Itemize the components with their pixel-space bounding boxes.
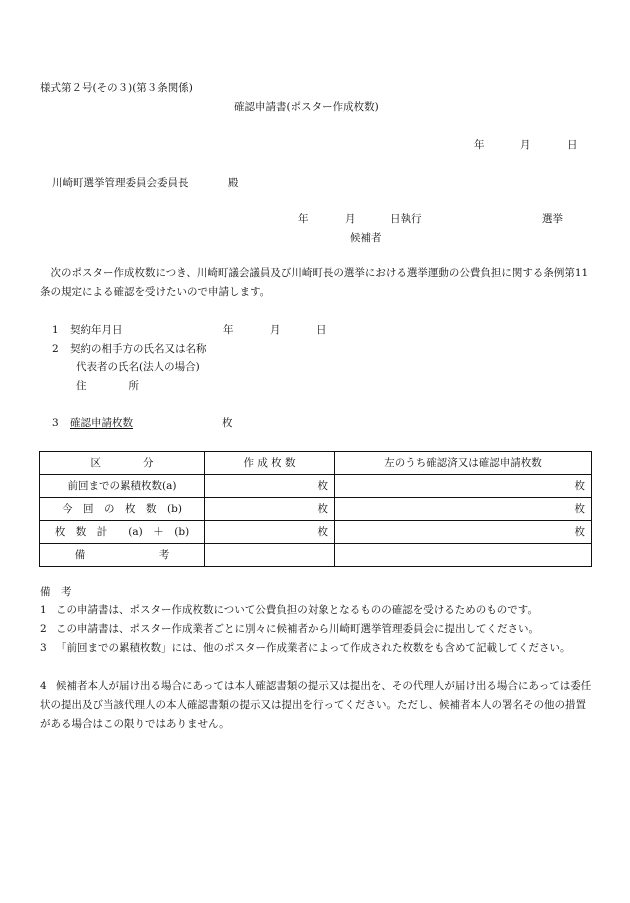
form-number: 様式第２号(その３)(第３条関係) xyxy=(40,82,193,94)
row-label: 枚 数 計 (a) ＋ (b) xyxy=(40,521,205,544)
note-1-text: この申請書は、ポスター作成枚数について公費負担の対象となるものの確認を受けるためのものです。 xyxy=(56,604,538,616)
note-3-number: 3 xyxy=(40,642,47,654)
contract-year-label: 年 xyxy=(223,324,234,336)
table-row xyxy=(40,544,592,567)
requested-count-field xyxy=(70,418,232,429)
contractor-name-label: 契約の相手方の氏名又は名称 xyxy=(70,343,207,355)
date-month-label: 月 xyxy=(520,139,531,151)
note-1-number: 1 xyxy=(40,604,47,616)
notes-title: 備 考 xyxy=(40,586,72,598)
item-1-number: 1 xyxy=(52,324,59,336)
created-count-cell[interactable]: 枚 xyxy=(205,475,335,498)
header-created-count: 作 成 枚 数 xyxy=(205,452,335,475)
header-category: 区 分 xyxy=(40,452,205,475)
row-label: 今 回 の 枚 数 (b) xyxy=(40,498,205,521)
row-label: 前回までの累積枚数(a) xyxy=(40,475,205,498)
poster-count-table xyxy=(39,451,592,567)
note-3 xyxy=(40,639,593,658)
note-3-text: 「前回までの累積枚数」には、他のポスター作成業者によって作成された枚数をも含めて記載してください。 xyxy=(56,642,571,654)
remarks-label: 備 考 xyxy=(40,544,205,567)
item-3-number: 3 xyxy=(52,417,59,429)
document-title: 確認申請書(ポスター作成枚数) xyxy=(234,101,379,113)
election-month-label: 月 xyxy=(345,213,356,225)
note-2 xyxy=(40,620,593,639)
note-1 xyxy=(40,601,593,620)
remarks-cell[interactable] xyxy=(335,544,592,567)
contract-month-label: 月 xyxy=(270,324,281,336)
candidate-label: 候補者 xyxy=(350,232,382,244)
election-type-label: 選挙 xyxy=(542,213,563,225)
remarks-cell[interactable] xyxy=(205,544,335,567)
confirmed-count-cell[interactable]: 枚 xyxy=(335,498,592,521)
date-year-label: 年 xyxy=(474,139,485,151)
item-2-number: 2 xyxy=(52,343,59,355)
header-confirmed-count: 左のうち確認済又は確認申請枚数 xyxy=(335,452,592,475)
created-count-cell[interactable]: 枚 xyxy=(205,521,335,544)
table-row xyxy=(40,521,592,544)
note-4-number: 4 xyxy=(40,680,47,692)
table-row xyxy=(40,475,592,498)
table-row xyxy=(40,498,592,521)
addressee-honorific: 殿 xyxy=(228,177,239,189)
requested-count-label: 確認申請枚数 xyxy=(70,417,133,429)
requested-count-unit: 枚 xyxy=(222,417,233,429)
confirmed-count-cell[interactable]: 枚 xyxy=(335,521,592,544)
note-4-text: 候補者本人が届け出る場合にあっては本人確認書類の提示又は提出を、その代理人が届け出る場合にあっては委任状の提出及び当該代理人の本人確認書類の提示又は提出を行ってください。ただし、候補者本人の署名その他の措置がある場合はこの限りではありません。 xyxy=(40,680,592,730)
contract-date-label: 契約年月日 xyxy=(70,324,123,336)
address-label: 住 所 xyxy=(76,380,139,392)
addressee-name: 川崎町選挙管理委員会委員長 xyxy=(52,177,189,189)
table-header-row xyxy=(40,452,592,475)
election-year-label: 年 xyxy=(298,213,309,225)
application-statement: 次のポスター作成枚数につき、川崎町議会議員及び川崎町長の選挙における選挙運動の公費負担に関する条例第11条の規定による確認を受けたいので申請します。 xyxy=(40,267,589,298)
election-day-label: 日執行 xyxy=(390,213,422,225)
contract-day-label: 日 xyxy=(316,324,327,336)
note-2-text: この申請書は、ポスター作成業者ごとに別々に候補者から川崎町選挙管理委員会に提出してください。 xyxy=(56,623,539,635)
note-4 xyxy=(40,677,593,734)
note-2-number: 2 xyxy=(40,623,47,635)
created-count-cell[interactable]: 枚 xyxy=(205,498,335,521)
confirmed-count-cell[interactable]: 枚 xyxy=(335,475,592,498)
representative-name-label: 代表者の氏名(法人の場合) xyxy=(76,361,200,373)
date-day-label: 日 xyxy=(567,139,578,151)
